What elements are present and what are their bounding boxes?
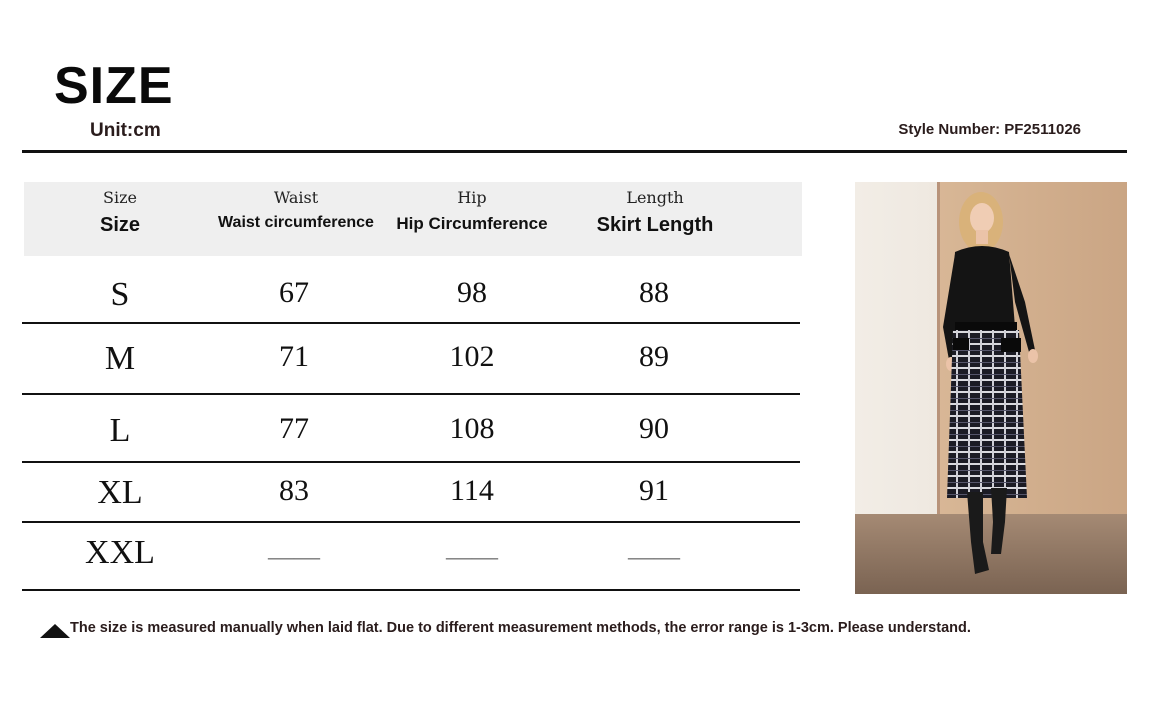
unit-label: Unit:cm <box>90 120 161 141</box>
column-header-size <box>30 186 210 237</box>
product-photo <box>855 182 1127 594</box>
column-header-size-mono: Size <box>103 188 137 207</box>
waist-cell: 83 <box>279 474 309 507</box>
waist-cell: 71 <box>279 340 309 373</box>
page-title: SIZE <box>54 57 174 115</box>
column-header-hip-label: Hip Circumference <box>396 214 548 233</box>
waist-cell: 77 <box>279 412 309 445</box>
row-divider <box>22 322 800 324</box>
size-cell: M <box>104 340 136 377</box>
column-header-size-label: Size <box>99 214 141 236</box>
row-divider <box>22 393 800 395</box>
row-divider <box>22 461 800 463</box>
top-divider <box>22 150 1127 153</box>
length-cell: 88 <box>639 276 669 309</box>
length-cell: —— <box>628 542 680 571</box>
column-header-hip <box>382 186 562 234</box>
column-header-length-label: Skirt Length <box>596 214 714 236</box>
hip-cell: 102 <box>449 340 495 373</box>
column-header-length <box>565 186 745 237</box>
length-cell: 90 <box>639 412 669 445</box>
length-cell: 89 <box>639 340 669 373</box>
row-divider <box>22 521 800 523</box>
column-header-waist-label: Waist circumference <box>218 214 374 231</box>
hip-cell: 98 <box>457 276 487 309</box>
hip-cell: —— <box>446 542 498 571</box>
waist-cell: 67 <box>279 276 309 309</box>
size-cell: XL <box>97 474 143 511</box>
hip-cell: 108 <box>449 412 495 445</box>
style-number: Style Number: PF2511026 <box>898 121 1081 138</box>
column-header-length-mono: Length <box>626 188 684 207</box>
length-cell: 91 <box>639 474 669 507</box>
measurement-note: The size is measured manually when laid flat. Due to different measurement methods, the error range is 1-3cm. Please understand. <box>70 620 971 636</box>
column-header-hip-mono: Hip <box>457 188 487 207</box>
size-cell: S <box>110 276 130 313</box>
waist-cell: —— <box>268 542 320 571</box>
column-header-waist-mono: Waist <box>273 188 319 207</box>
size-cell: XXL <box>85 534 155 571</box>
size-cell: L <box>109 412 131 449</box>
row-divider <box>22 589 800 591</box>
column-header-waist <box>206 186 386 232</box>
hip-cell: 114 <box>450 474 494 507</box>
warning-triangle-icon <box>40 624 70 638</box>
